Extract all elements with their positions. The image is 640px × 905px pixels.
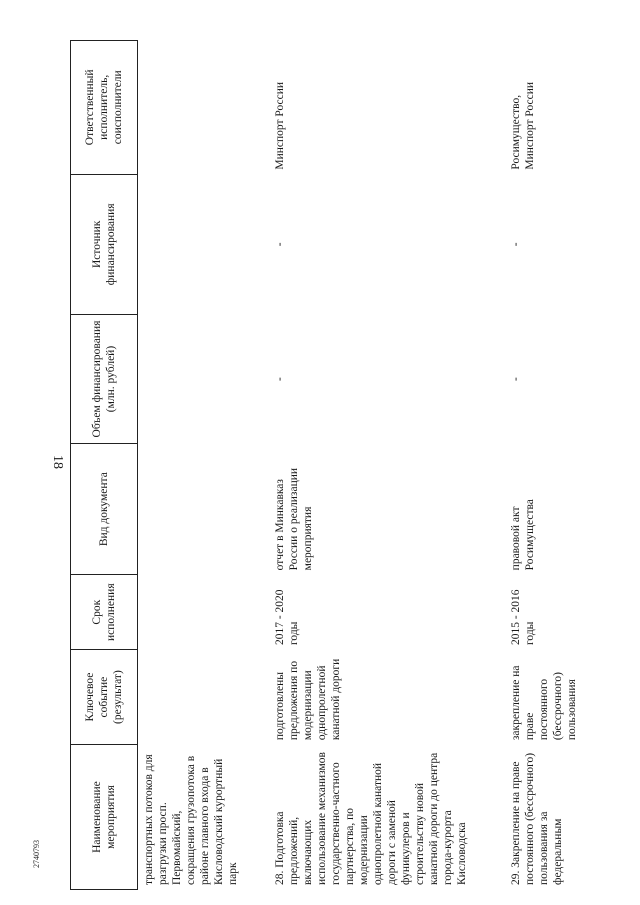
cell-event	[138, 650, 270, 745]
cell-name: 29. Закрепление на праве постоянного (бессрочного) пользования за федеральным	[506, 745, 616, 890]
cell-source: -	[506, 174, 616, 314]
table-row	[138, 41, 270, 890]
table-row	[270, 41, 506, 890]
header-name: Наименование мероприятия	[71, 745, 138, 890]
header-term: Срок исполнения	[71, 575, 138, 650]
header-event: Ключевое событие (результат)	[71, 650, 138, 745]
cell-term: 2015 - 2016 годы	[506, 575, 616, 650]
cell-term: 2017 - 2020 годы	[270, 575, 506, 650]
cell-volume: -	[506, 314, 616, 443]
cell-doc: отчет в Минкавказ России о реализации мероприятия	[270, 444, 506, 575]
table-header-row	[71, 41, 138, 890]
cell-doc	[138, 444, 270, 575]
cell-executor	[138, 41, 270, 175]
rotated-table	[70, 40, 630, 890]
cell-doc: правовой акт Росимущества	[506, 444, 616, 575]
cell-event: подготовлены предложения по модернизации однопролетной канатной дороги	[270, 650, 506, 745]
cell-name: транспортных потоков для разгрузки просп. Первомайский, сокращения грузопотока в районе главного входа в Кисловодский курортный парк	[138, 745, 270, 890]
cell-term	[138, 575, 270, 650]
cell-volume: -	[270, 314, 506, 443]
measures-table	[70, 40, 616, 890]
cell-source: -	[270, 174, 506, 314]
table-row	[506, 41, 616, 890]
cell-name: 28. Подготовка предложений, включающих использование механизмов государственно-частного партнерства, по модернизации однопролетной канатной дороги с заменой фуникулеров и строительству новой канатной дороги до центра города-курорта Кисловодска	[270, 745, 506, 890]
cell-event: закрепление на праве постоянного (бессрочного) пользования	[506, 650, 616, 745]
cell-executor: Росимущество, Минспорт России	[506, 41, 616, 175]
cell-executor: Минспорт России	[270, 41, 506, 175]
header-doc: Вид документа	[71, 444, 138, 575]
table-container	[70, 40, 630, 890]
document-id: 2740793	[32, 840, 41, 868]
header-volume: Объем финансирования (млн. рублей)	[71, 314, 138, 443]
header-executor: Ответственный исполнитель, соисполнители	[71, 41, 138, 175]
cell-volume	[138, 314, 270, 443]
header-source: Источник финансирования	[71, 174, 138, 314]
page-number: 18	[50, 455, 65, 469]
cell-source	[138, 174, 270, 314]
